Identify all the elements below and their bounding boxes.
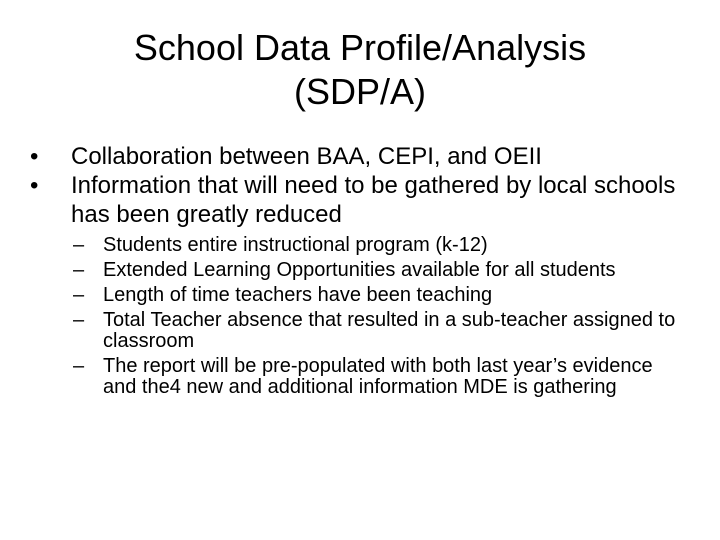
sub-bullet-marker: – [73, 259, 85, 281]
slide-title [60, 26, 660, 114]
slide-title-line-2: (SDP/A) [293, 71, 426, 112]
bullet-item [30, 171, 690, 229]
sub-bullet-marker: – [73, 355, 85, 377]
sub-bullet-item [73, 235, 690, 256]
bullet-item [30, 142, 690, 171]
sub-bullet-text: Total Teacher absence that resulted in a sub-teacher assigned to classroom [103, 309, 676, 352]
bullet-text: Collaboration between BAA, CEPI, and OEII [71, 143, 542, 170]
sub-bullet-marker: – [73, 234, 85, 256]
sub-bullet-item [73, 310, 690, 352]
slide-title-line-1: School Data Profile/Analysis [133, 27, 587, 68]
sub-bullet-text: Extended Learning Opportunities available for all students [103, 259, 616, 281]
sub-bullet-text: Students entire instructional program (k-12) [103, 234, 488, 256]
bullet-list [30, 142, 690, 229]
slide-body [30, 142, 690, 402]
sub-bullet-marker: – [73, 284, 85, 306]
bullet-marker: • [30, 143, 39, 170]
sub-bullet-marker: – [73, 309, 85, 331]
bullet-marker: • [30, 172, 39, 199]
bullet-text: Information that will need to be gathered by local schools has been greatly reduced [71, 172, 676, 228]
sub-bullet-item [73, 356, 690, 398]
sub-bullet-item [73, 260, 690, 281]
sub-bullet-text: Length of time teachers have been teaching [103, 284, 493, 306]
sub-bullet-item [73, 285, 690, 306]
sub-bullet-list [73, 235, 690, 398]
sub-bullet-text: The report will be pre-populated with both last year’s evidence and the4 new and additional information MDE is gathering [103, 355, 653, 398]
